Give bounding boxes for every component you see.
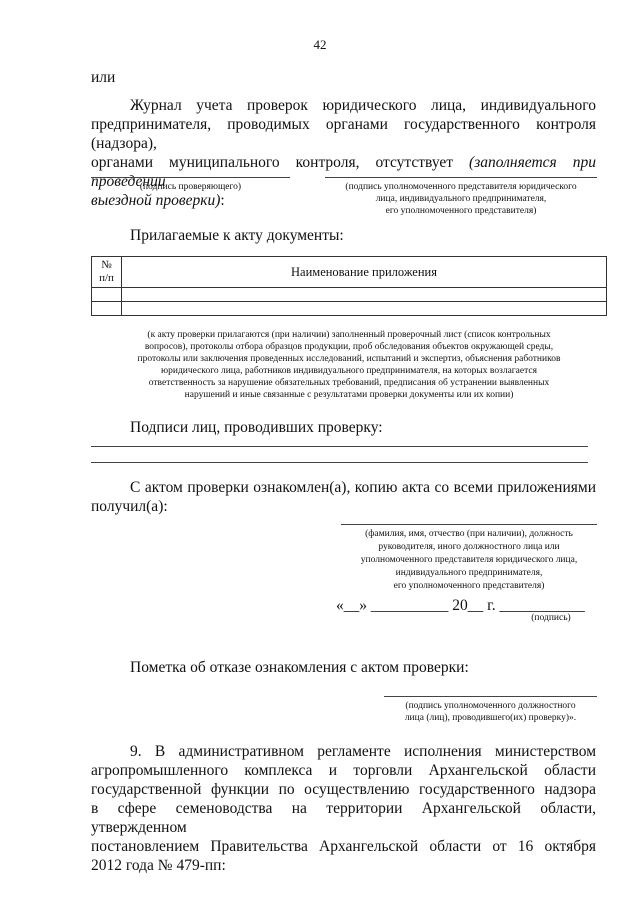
journal-line-1: Журнал учета проверок юридического лица, индивидуального	[130, 97, 596, 114]
caption-line: (фамилия, имя, отчество (при наличии), должность	[365, 529, 573, 539]
table-row	[92, 302, 607, 316]
journal-line-3-plain: органами муниципального контроля, отсутствует	[91, 154, 470, 171]
date-signature-caption: (подпись)	[531, 613, 571, 623]
acquainted-paragraph	[91, 478, 596, 516]
table-cell[interactable]	[122, 302, 607, 316]
header-number-line: п/п	[99, 272, 114, 284]
journal-line-3-italic: (заполняется при проведении	[91, 154, 596, 190]
caption-line: лица, индивидуального предпринимателя,	[375, 194, 547, 204]
item-9-line: агропромышленного комплекса и торговли Архангельской области	[91, 762, 596, 779]
journal-line-4-colon: :	[220, 192, 225, 209]
acquainted-line-2: получил(а):	[91, 498, 168, 515]
item-9-line: постановлением Правительства Архангельской области от 16 октября	[91, 838, 596, 855]
representative-signature-caption	[325, 181, 597, 217]
refusal-signature-line	[384, 696, 597, 697]
note-line: юридического лица, работников индивидуального предпринимателя, на которых возлагается	[161, 366, 537, 376]
caption-line: руководителя, иного должностного лица или	[378, 542, 560, 552]
caption-line: уполномоченного представителя юридического лица,	[360, 555, 578, 565]
acquainted-caption	[341, 528, 597, 593]
item-9-paragraph	[91, 742, 596, 875]
journal-line-2: предпринимателя, проводимых органами государственного контроля (надзора),	[91, 116, 596, 152]
note-line: вопросов), протоколы отбора образцов продукции, проб обследования объектов окружающей среды,	[144, 342, 554, 352]
table-row	[92, 288, 607, 302]
caption-line: (подпись уполномоченного представителя юридического	[345, 182, 577, 192]
attached-documents-heading: Прилагаемые к акту документы:	[130, 227, 344, 244]
signature-line-1	[91, 446, 588, 447]
table-header-row	[92, 257, 607, 288]
table-header-number	[92, 257, 122, 288]
caption-line: индивидуального предпринимателя,	[395, 568, 543, 578]
refusal-heading: Пометка об отказе ознакомления с актом проверки:	[130, 659, 469, 676]
header-number-line: №	[101, 259, 112, 271]
table-cell[interactable]	[92, 288, 122, 302]
note-line: ответственность за нарушение обязательных требований, предписания об устранении выявленных	[148, 378, 550, 388]
note-line: протоколы или заключения проведенных исследований, испытаний и экспертиз, объяснения работников	[137, 354, 561, 364]
representative-signature-line	[325, 177, 597, 178]
item-9-line: государственной функции по осуществлению государственного надзора	[91, 781, 596, 798]
page-number: 42	[313, 37, 327, 52]
refusal-caption	[384, 700, 597, 724]
inspector-signature-caption: (подпись проверяющего)	[139, 182, 242, 192]
note-line: (к акту проверки прилагаются (при наличии) заполненный проверочный лист (список контрольных	[147, 330, 551, 340]
acquainted-line-1: С актом проверки ознакомлен(а), копию акта со всеми приложениями	[130, 479, 596, 496]
item-9-line: 9. В административном регламенте исполнения министерством	[130, 743, 596, 760]
item-9-line: в сфере семеноводства на территории Архангельской области, утвержденном	[91, 800, 596, 836]
table-cell[interactable]	[122, 288, 607, 302]
signatures-heading: Подписи лиц, проводивших проверку:	[130, 419, 383, 436]
ili-text: или	[91, 69, 116, 86]
caption-line: его уполномоченного представителя)	[385, 206, 537, 216]
attachments-table	[91, 256, 607, 316]
item-9-last-line: 2012 года № 479-пп:	[91, 857, 226, 874]
table-header-name: Наименование приложения	[122, 257, 607, 288]
table-cell[interactable]	[92, 302, 122, 316]
date-line: «__» __________ 20__ г. ___________	[336, 597, 585, 614]
inspector-signature-line	[91, 177, 290, 178]
caption-line: (подпись уполномоченного должностного	[405, 701, 576, 711]
attached-documents-note	[91, 329, 607, 401]
journal-line-4-italic: выездной проверки)	[91, 192, 221, 209]
signature-line-2	[91, 462, 588, 463]
acquainted-signature-line	[341, 524, 597, 525]
caption-line: лица (лиц), проводившего(их) проверку)».	[404, 713, 577, 723]
note-line: нарушений и иные связанные с результатами проверки документы или их копии)	[184, 390, 514, 400]
caption-line: его уполномоченного представителя)	[393, 581, 545, 591]
